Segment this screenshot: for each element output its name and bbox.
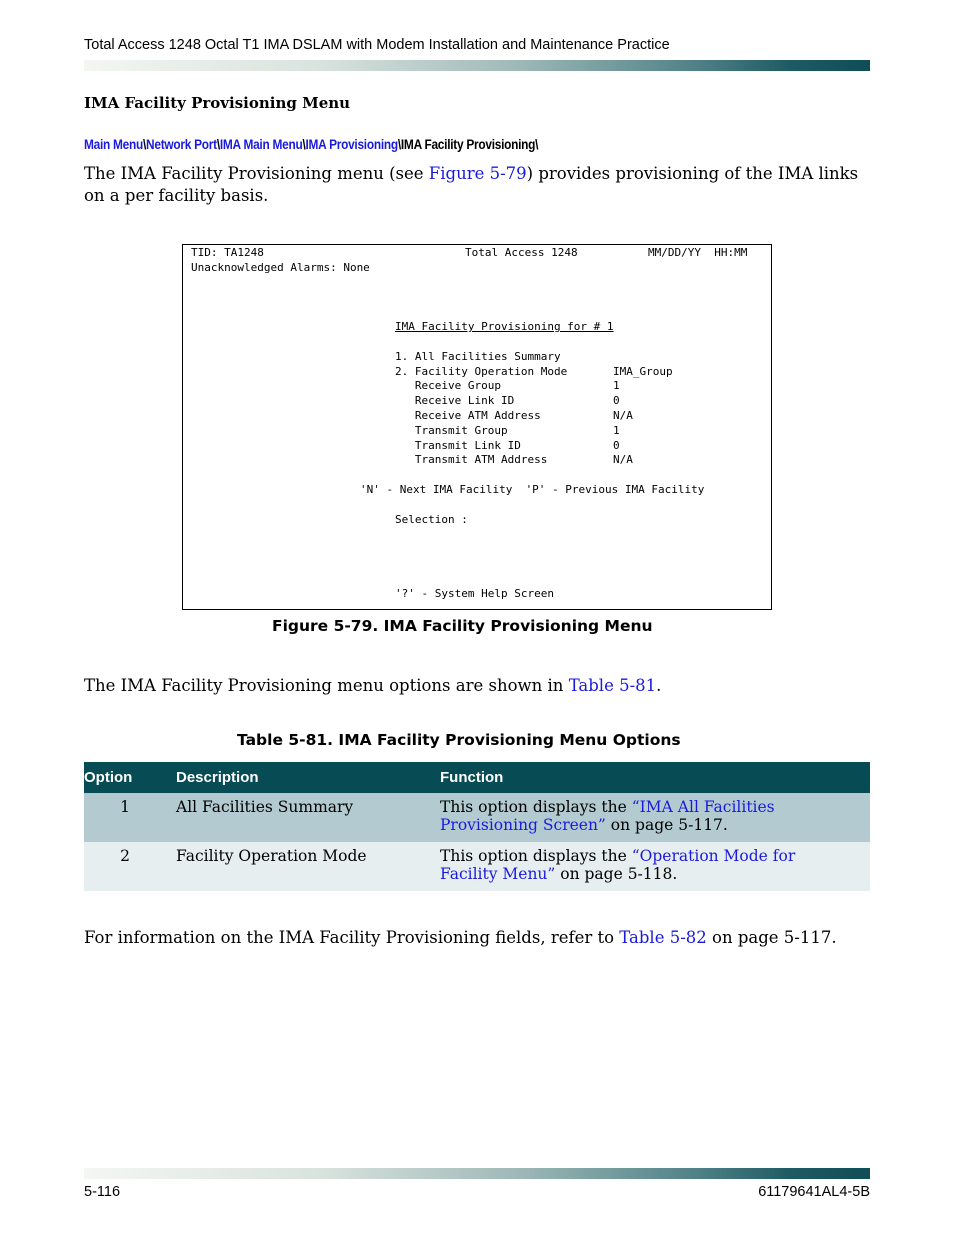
figure-caption: Figure 5-79. IMA Facility Provisioning Menu bbox=[272, 617, 653, 635]
terminal-selection-prompt[interactable]: Selection : bbox=[395, 513, 468, 526]
intro-text-end: ) provides provisioning of the IMA links on a per facility basis. bbox=[84, 164, 859, 205]
options-table bbox=[84, 762, 870, 891]
terminal-screen bbox=[182, 244, 772, 610]
function-link[interactable]: “Operation Mode for Facility Menu” bbox=[440, 847, 796, 883]
breadcrumb-separator: \ bbox=[143, 137, 147, 152]
fields-note-text: For information on the IMA Facility Provisioning fields, refer to bbox=[84, 928, 620, 947]
breadcrumb-network-port[interactable]: Network Port bbox=[146, 137, 217, 152]
function-link[interactable]: “IMA All Facilities Provisioning Screen” bbox=[440, 798, 775, 834]
terminal-datetime: MM/DD/YY HH:MM bbox=[648, 246, 748, 259]
cell-option: 1 bbox=[84, 793, 166, 842]
cell-function bbox=[429, 842, 870, 891]
field-receive-group: Receive Group bbox=[395, 379, 501, 392]
options-intro-paragraph bbox=[84, 675, 874, 697]
field-receive-atm-address: Receive ATM Address bbox=[395, 409, 541, 422]
breadcrumb-ima-provisioning[interactable]: IMA Provisioning bbox=[305, 137, 398, 152]
breadcrumb-ima-main-menu[interactable]: IMA Main Menu bbox=[219, 137, 303, 152]
table-caption: Table 5-81. IMA Facility Provisioning Menu Options bbox=[237, 731, 681, 749]
options-intro-text: The IMA Facility Provisioning menu options are shown in bbox=[84, 676, 569, 695]
table-header-row bbox=[84, 762, 870, 793]
breadcrumb bbox=[84, 137, 538, 152]
value-receive-atm-address: N/A bbox=[613, 409, 633, 422]
column-header-function: Function bbox=[429, 762, 870, 793]
breadcrumb-separator: \ bbox=[216, 137, 220, 152]
footer-decorative-bar bbox=[84, 1168, 870, 1179]
field-receive-link-id: Receive Link ID bbox=[395, 394, 515, 407]
breadcrumb-main-menu[interactable]: Main Menu bbox=[84, 137, 144, 152]
options-intro-end: . bbox=[656, 676, 662, 695]
terminal-help-hint: '?' - System Help Screen bbox=[395, 587, 554, 600]
value-receive-group: 1 bbox=[613, 379, 620, 392]
terminal-alarms: Unacknowledged Alarms: None bbox=[191, 261, 370, 274]
menu-item-all-facilities-summary[interactable]: 1. All Facilities Summary bbox=[395, 350, 561, 363]
function-page-ref: on page 5-117. bbox=[605, 816, 728, 834]
terminal-nav-hint: 'N' - Next IMA Facility 'P' - Previous IMA Facility bbox=[360, 483, 705, 496]
figure-link[interactable]: Figure 5-79 bbox=[428, 164, 527, 183]
table-link[interactable]: Table 5-81 bbox=[568, 676, 657, 695]
value-transmit-atm-address: N/A bbox=[613, 453, 633, 466]
column-header-option: Option bbox=[84, 762, 166, 793]
intro-text: The IMA Facility Provisioning menu (see bbox=[84, 164, 429, 183]
breadcrumb-current: IMA Facility Provisioning\ bbox=[400, 137, 539, 152]
breadcrumb-separator: \ bbox=[302, 137, 306, 152]
terminal-menu-title: IMA Facility Provisioning for # 1 bbox=[395, 320, 614, 333]
section-title: IMA Facility Provisioning Menu bbox=[84, 94, 351, 112]
terminal-tid: TID: TA1248 bbox=[191, 246, 264, 259]
fields-note-end: on page 5-117. bbox=[706, 928, 837, 947]
document-id: 61179641AL4-5B bbox=[758, 1184, 870, 1200]
menu-item-facility-operation-mode[interactable]: 2. Facility Operation Mode bbox=[395, 365, 568, 378]
field-transmit-group: Transmit Group bbox=[395, 424, 508, 437]
cell-option: 2 bbox=[84, 842, 166, 891]
field-transmit-link-id: Transmit Link ID bbox=[395, 439, 521, 452]
cell-description: Facility Operation Mode bbox=[166, 842, 429, 891]
document-header-title: Total Access 1248 Octal T1 IMA DSLAM with Modem Installation and Maintenance Practice bbox=[84, 37, 670, 53]
column-header-description: Description bbox=[166, 762, 429, 793]
table-5-82-link[interactable]: Table 5-82 bbox=[619, 928, 707, 947]
value-receive-link-id: 0 bbox=[613, 394, 620, 407]
header-decorative-bar bbox=[84, 60, 870, 71]
table-row bbox=[84, 842, 870, 891]
function-text: This option displays the bbox=[440, 847, 632, 865]
field-transmit-atm-address: Transmit ATM Address bbox=[395, 453, 548, 466]
function-page-ref: on page 5-118. bbox=[555, 865, 678, 883]
function-text: This option displays the bbox=[440, 798, 632, 816]
intro-paragraph bbox=[84, 163, 874, 206]
cell-description: All Facilities Summary bbox=[166, 793, 429, 842]
breadcrumb-separator: \ bbox=[397, 137, 401, 152]
value-transmit-group: 1 bbox=[613, 424, 620, 437]
value-facility-operation-mode: IMA_Group bbox=[613, 365, 673, 378]
cell-function bbox=[429, 793, 870, 842]
value-transmit-link-id: 0 bbox=[613, 439, 620, 452]
terminal-product: Total Access 1248 bbox=[465, 246, 578, 259]
table-row bbox=[84, 793, 870, 842]
page-number: 5-116 bbox=[84, 1184, 121, 1200]
fields-note-paragraph bbox=[84, 927, 874, 949]
